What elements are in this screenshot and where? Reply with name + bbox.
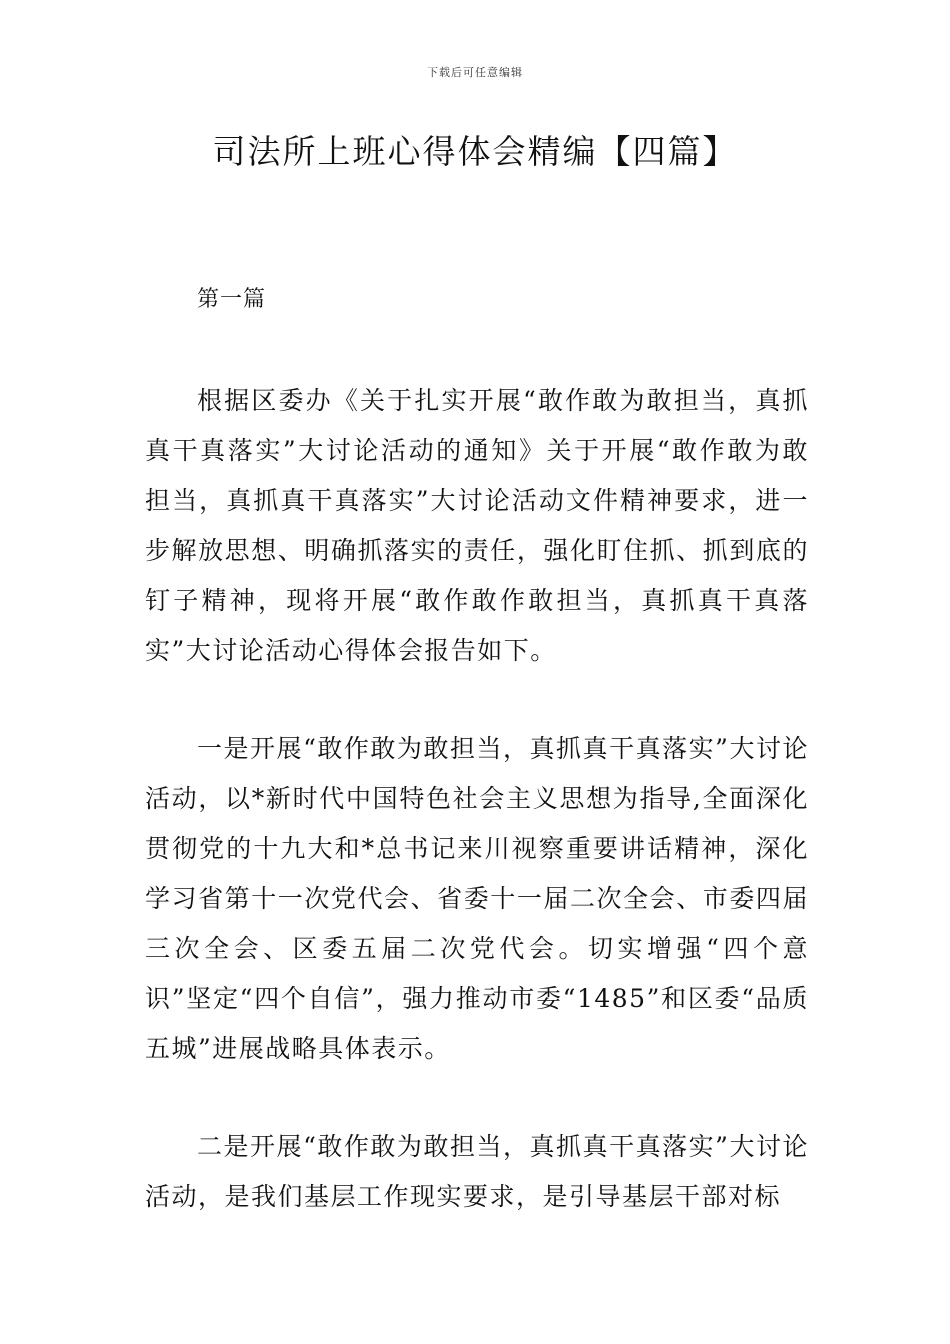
- body-paragraph-2-block: [145, 724, 809, 1074]
- body-paragraph: 一是开展“敢作敢为敢担当，真抓真干真落实”大讨论活动，以*新时代中国特色社会主义思想为指导,全面深化贯彻党的十九大和*总书记来川视察重要讲话精神，深化学习省第十一次党代会、省委十一届二次全会、市委四届三次全会、区委五届二次党代会。切实增强“四个意识”坚定“四个自信”，强力推动市委“1485”和区委“品质五城”进展战略具体表示。: [145, 734, 809, 1063]
- document-title: 司法所上班心得体会精编【四篇】: [212, 132, 738, 171]
- body-paragraph-1-block: [145, 376, 809, 676]
- body-paragraph-3-block: [145, 1122, 809, 1222]
- body-paragraph: 二是开展“敢作敢为敢担当，真抓真干真落实”大讨论活动，是我们基层工作现实要求，是引导基层干部对标: [145, 1132, 809, 1211]
- body-paragraph: 根据区委办《关于扎实开展“敢作敢为敢担当，真抓真干真落实”大讨论活动的通知》关于开展“敢作敢为敢担当，真抓真干真落实”大讨论活动文件精神要求，进一步解放思想、明确抓落实的责任，强化盯住抓、抓到底的钉子精神，现将开展“敢作敢作敢担当，真抓真干真落实”大讨论活动心得体会报告如下。: [145, 386, 809, 665]
- header-note: 下载后可任意编辑: [427, 66, 523, 79]
- section-heading: 第一篇: [197, 287, 267, 312]
